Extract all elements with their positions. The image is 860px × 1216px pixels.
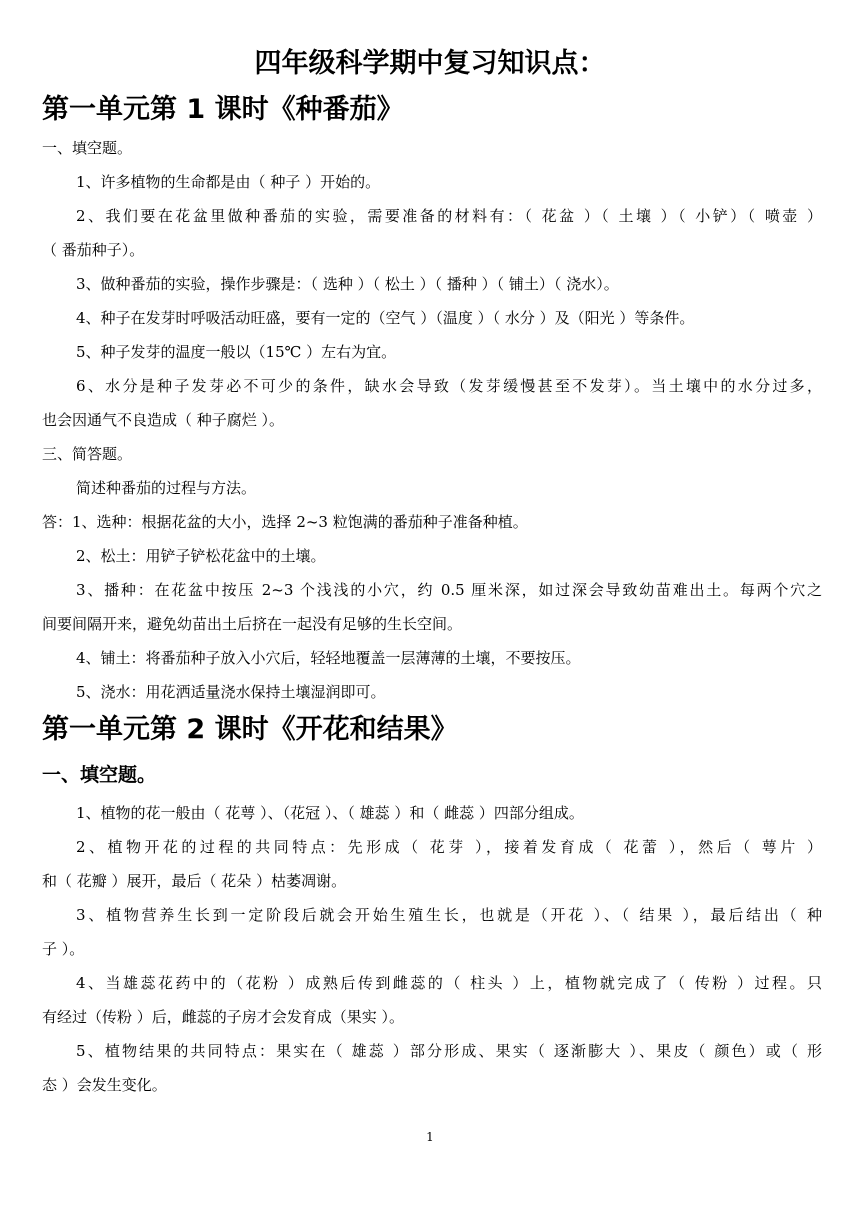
lesson-1-short-answer-heading: 三、简答题。 xyxy=(42,445,133,463)
lesson-1-fill-heading: 一、填空题。 xyxy=(42,139,133,157)
lesson-1-question-2-line-1: 2、我们要在花盆里做种番茄的实验，需要准备的材料有：（ 花盆 ）（ 土壤 ）（ 小铲）（ 喷壶 ） xyxy=(76,207,822,225)
lesson-1-question-2-line-2: （ 番茄种子）。 xyxy=(42,241,145,259)
lesson-2-question-1: 1、植物的花一般由（ 花萼 ）、（花冠 ）、（ 雄蕊 ）和（ 雌蕊 ）四部分组成。 xyxy=(76,804,584,822)
lesson-1-answer-2: 2、松土：用铲子铲松花盆中的土壤。 xyxy=(76,547,326,565)
lesson-1-answer-1: 答：1、选种：根据花盆的大小，选择 2~3 粒饱满的番茄种子准备种植。 xyxy=(42,513,528,531)
lesson-2-question-5-line-1: 5、植物结果的共同特点：果实在（ 雄蕊 ）部分形成、果实（ 逐渐膨大 ）、果皮（ 颜色）或（ 形 xyxy=(76,1042,822,1060)
lesson-2-title: 第一单元第 2 课时《开花和结果》 xyxy=(42,714,458,745)
lesson-1-question-1: 1、许多植物的生命都是由（ 种子 ）开始的。 xyxy=(76,173,381,191)
lesson-1-answer-3-line-1: 3、播种：在花盆中按压 2~3 个浅浅的小穴，约 0.5 厘米深，如过深会导致幼苗难出土。每两个穴之 xyxy=(76,581,822,599)
lesson-2-question-4-line-2: 有经过（传粉 ）后，雌蕊的子房才会发育成（果实 ）。 xyxy=(42,1008,405,1026)
lesson-2-question-2-line-2: 和（ 花瓣 ）展开，最后（ 花朵 ）枯萎凋谢。 xyxy=(42,872,347,890)
document-title: 四年级科学期中复习知识点： xyxy=(254,48,606,79)
lesson-1-question-4: 4、种子在发芽时呼吸活动旺盛，要有一定的（空气 ）（温度 ）（ 水分 ）及（阳光 ）等条件。 xyxy=(76,309,695,327)
lesson-2-question-2-line-1: 2、植物开花的过程的共同特点：先形成（ 花芽 ），接着发育成（ 花蕾 ），然后（ 萼片 ） xyxy=(76,838,822,856)
lesson-2-question-5-line-2: 态 ）会发生变化。 xyxy=(42,1076,167,1094)
lesson-1-question-3: 3、做种番茄的实验，操作步骤是：（ 选种 ）（ 松土 ）（ 播种 ）（ 铺土）（ 浇水）。 xyxy=(76,275,619,293)
lesson-2-question-3-line-2: 子 ）。 xyxy=(42,940,85,958)
lesson-1-question-5: 5、种子发芽的温度一般以（15℃ ）左右为宜。 xyxy=(76,343,397,361)
page-number: 1 xyxy=(426,1130,434,1144)
lesson-1-question-6-line-2: 也会因通气不良造成（ 种子腐烂 ）。 xyxy=(42,411,285,429)
lesson-1-title: 第一单元第 1 课时《种番茄》 xyxy=(42,94,404,125)
lesson-1-answer-5: 5、浇水：用花洒适量浇水保持土壤湿润即可。 xyxy=(76,683,386,701)
lesson-1-answer-3-line-2: 间要间隔开来，避免幼苗出土后挤在一起没有足够的生长空间。 xyxy=(42,615,463,633)
lesson-2-question-3-line-1: 3、植物营养生长到一定阶段后就会开始生殖生长，也就是（开花 ）、（ 结果 ），最后结出（ 种 xyxy=(76,906,822,924)
lesson-1-question-6-line-1: 6、水分是种子发芽必不可少的条件，缺水会导致（发芽缓慢甚至不发芽）。当土壤中的水分过多， xyxy=(76,377,822,395)
lesson-2-question-4-line-1: 4、当雄蕊花药中的（花粉 ）成熟后传到雌蕊的（ 柱头 ）上，植物就完成了（ 传粉 ）过程。只 xyxy=(76,974,822,992)
lesson-2-fill-heading: 一、填空题。 xyxy=(42,764,157,786)
lesson-1-answer-4: 4、铺土：将番茄种子放入小穴后，轻轻地覆盖一层薄薄的土壤，不要按压。 xyxy=(76,649,581,667)
lesson-1-short-answer-question: 简述种番茄的过程与方法。 xyxy=(76,479,257,497)
